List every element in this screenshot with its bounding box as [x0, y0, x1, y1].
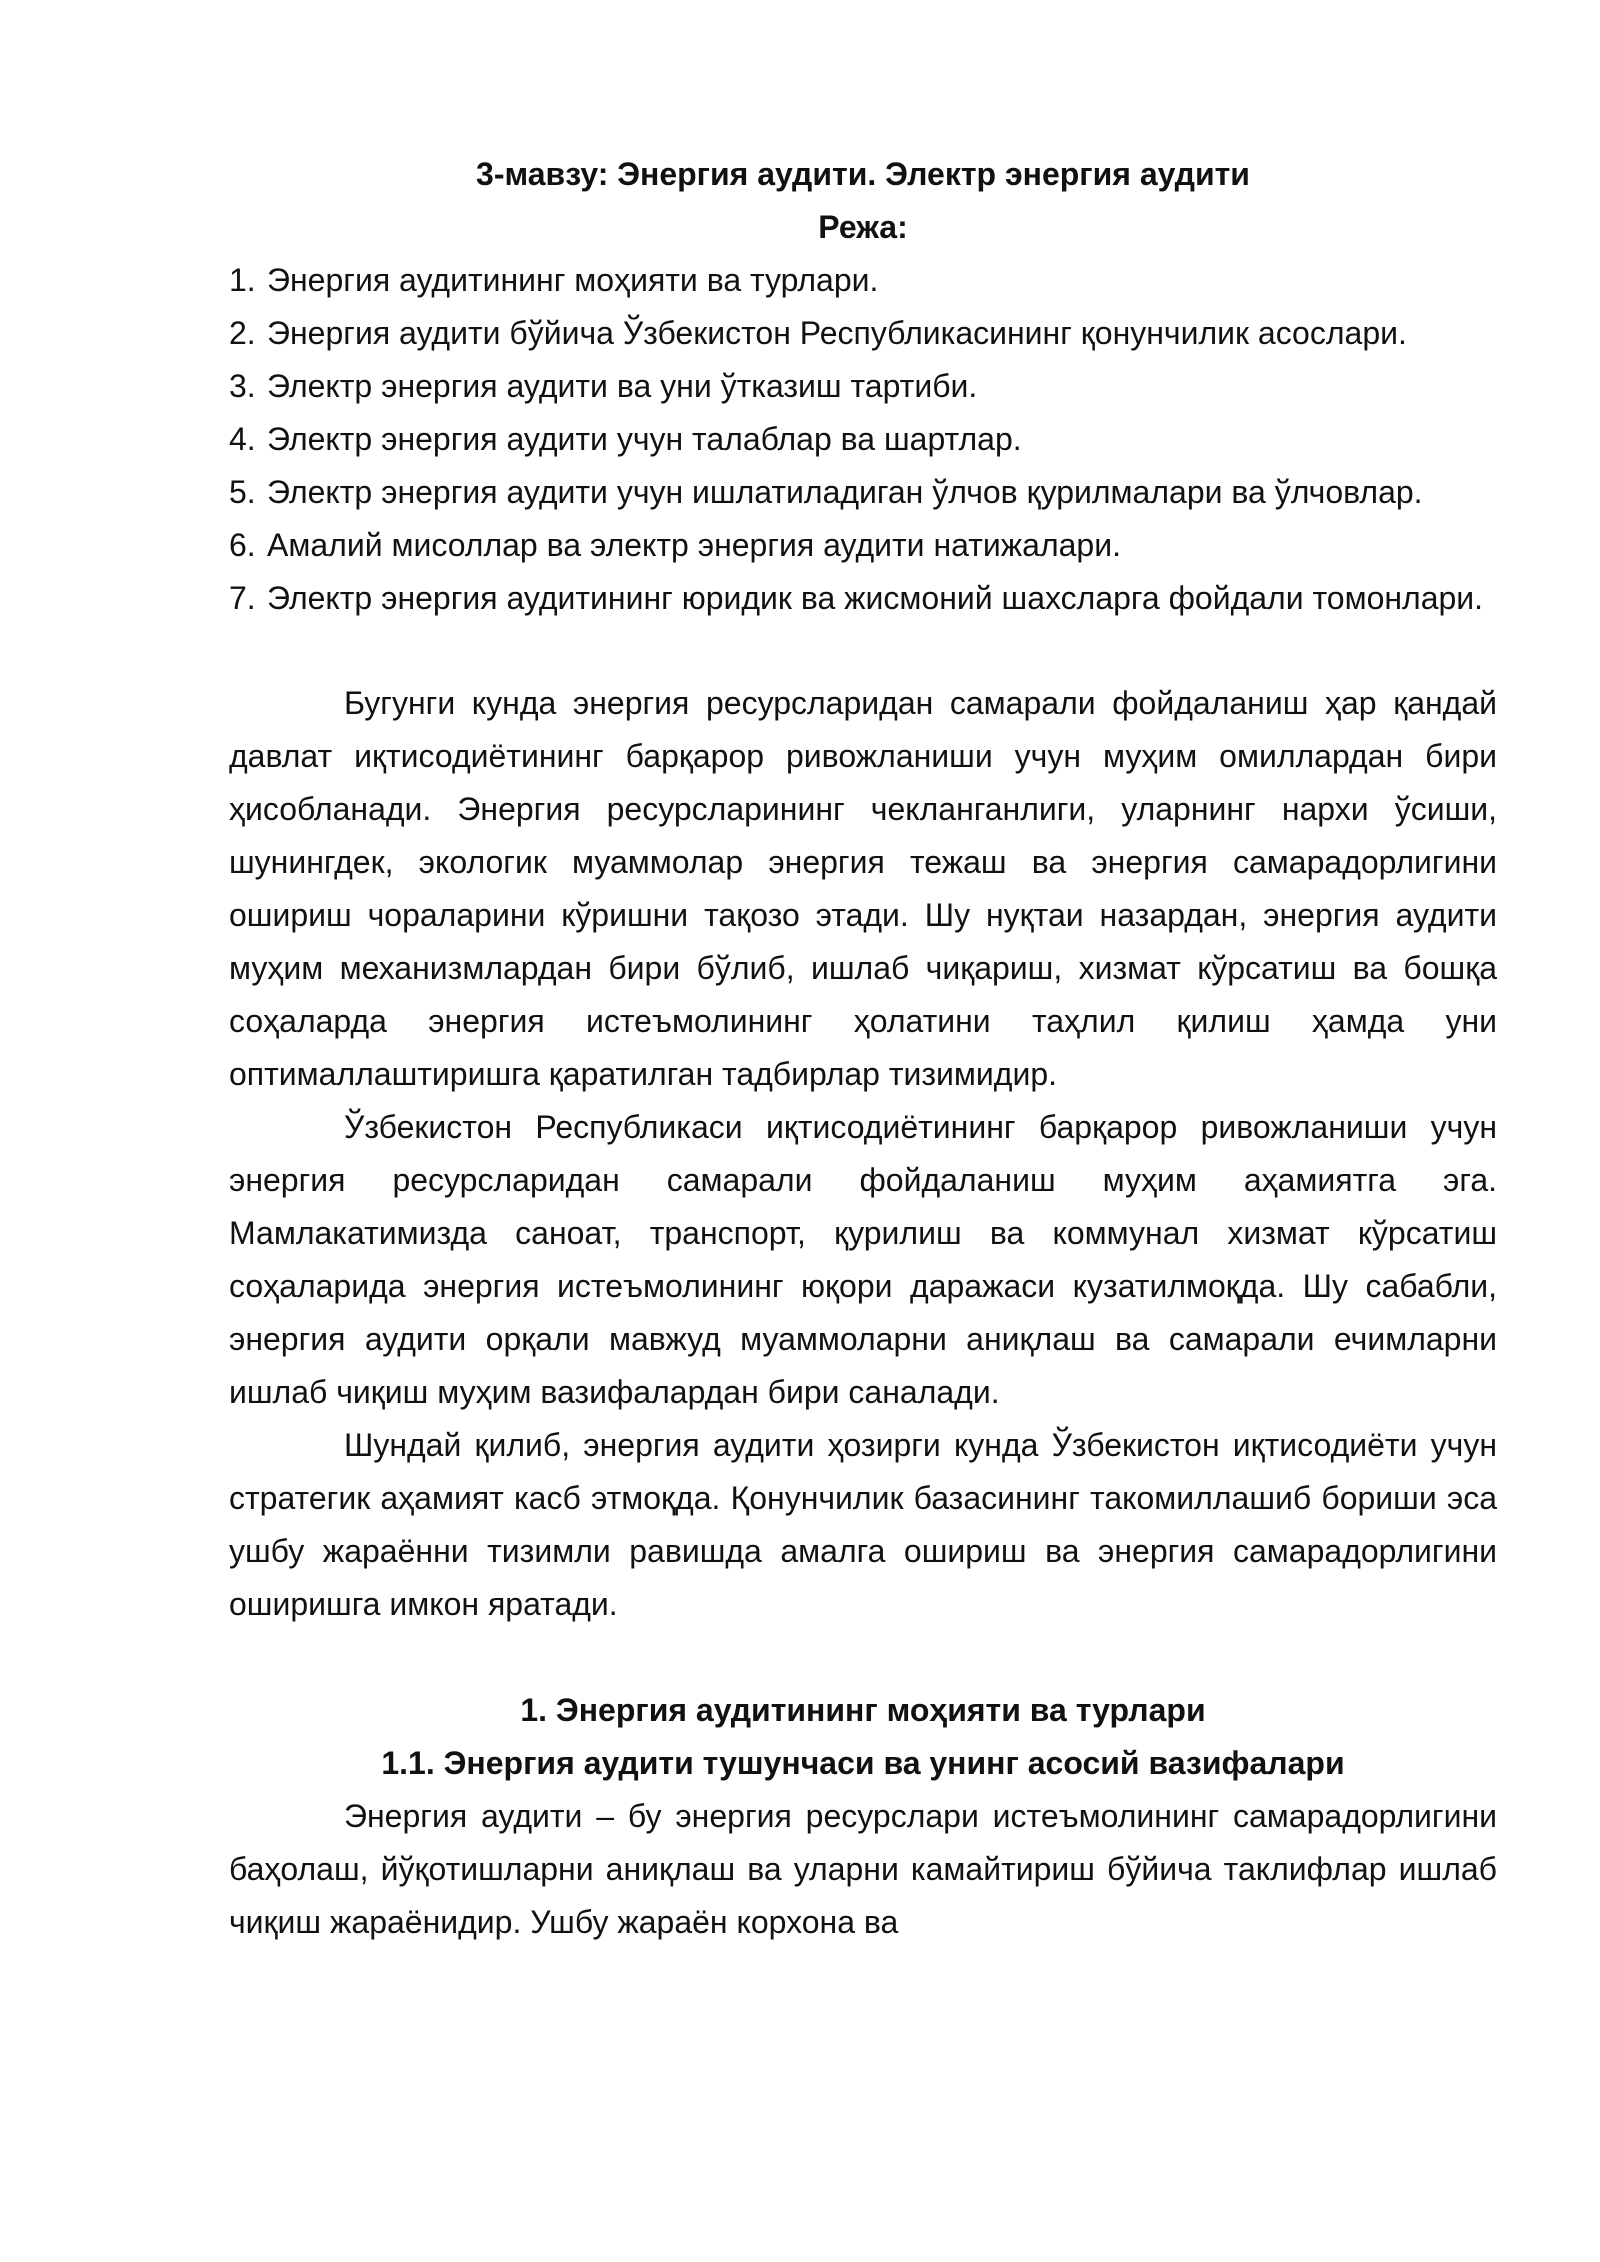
spacer: [229, 625, 1497, 677]
plan-heading: Режа:: [818, 209, 908, 245]
plan-item-number: 6.: [229, 527, 256, 563]
document-title: 3-мавзу: Энергия аудити. Электр энергия аудити: [476, 156, 1250, 192]
plan-item-text: Электр энергия аудити ва уни ўтказиш тартиби.: [267, 368, 978, 404]
plan-item: [229, 519, 1497, 572]
plan-item-number: 3.: [229, 368, 256, 404]
plan-item-number: 2.: [229, 315, 256, 351]
body-paragraph: Шундай қилиб, энергия аудити ҳозирги кунда Ўзбекистон иқтисодиёти учун стратегик аҳамият касб этмоқда. Қонунчилик базасининг такомиллашиб бориши эса ушбу жараённи тизимли равишда амалга ошириш ва энергия самарадорлигини оширишга имкон яратади.: [229, 1427, 1497, 1622]
plan-item-number: 1.: [229, 262, 256, 298]
plan-item-number: 7.: [229, 580, 256, 616]
plan-item-text: Амалий мисоллар ва электр энергия аудити натижалари.: [267, 527, 1121, 563]
plan-item-number: 4.: [229, 421, 256, 457]
plan-item-text: Энергия аудити бўйича Ўзбекистон Республикасининг қонунчилик асослари.: [267, 315, 1407, 351]
body-paragraph: Ўзбекистон Республикаси иқтисодиётининг барқарор ривожланиши учун энергия ресурсларидан самарали фойдаланиш муҳим аҳамиятга эга. Мамлакатимизда саноат, транспорт, қурилиш ва коммунал хизмат кўрсатиш соҳаларида энергия истеъмолининг юқори даражаси кузатилмоқда. Шу сабабли, энергия аудити орқали мавжуд муаммоларни аниқлаш ва самарали ечимларни ишлаб чиқиш муҳим вазифалардан бири саналади.: [229, 1109, 1497, 1410]
spacer: [229, 1631, 1497, 1684]
section-heading: 1. Энергия аудитининг моҳияти ва турлари: [520, 1692, 1206, 1728]
body-paragraph: Энергия аудити – бу энергия ресурслари истеъмолининг самарадорлигини баҳолаш, йўқотишларни аниқлаш ва уларни камайтириш бўйича таклифлар ишлаб чиқиш жараёнидир. Ушбу жараён корхона ва: [229, 1798, 1497, 1940]
body-paragraph: Бугунги кунда энергия ресурсларидан самарали фойдаланиш ҳар қандай давлат иқтисодиётининг барқарор ривожланиши учун муҳим омиллардан бири ҳисобланади. Энергия ресурсларининг чекланганлиги, уларнинг нархи ўсиши, шунингдек, экологик муаммолар энергия тежаш ва энергия самарадорлигини ошириш чораларини кўришни тақозо этади. Шу нуқтаи назардан, энергия аудити муҳим механизмлардан бири бўлиб, ишлаб чиқариш, хизмат кўрсатиш ва бошқа соҳаларда энергия истеъмолининг ҳолатини таҳлил қилиш ҳамда уни оптималлаштиришга қаратилган тадбирлар тизимидир.: [229, 685, 1497, 1092]
plan-item: [229, 572, 1497, 625]
plan-item-text: Электр энергия аудити учун талаблар ва шартлар.: [267, 421, 1022, 457]
plan-item-text: Электр энергия аудити учун ишлатиладиган ўлчов қурилмалари ва ўлчовлар.: [267, 474, 1423, 510]
plan-item-number: 5.: [229, 474, 256, 510]
subsection-heading: 1.1. Энергия аудити тушунчаси ва унинг асосий вазифалари: [381, 1745, 1345, 1781]
plan-item-text: Электр энергия аудитининг юридик ва жисмоний шахсларга фойдали томонлари.: [267, 580, 1484, 616]
plan-item: [229, 254, 1497, 307]
plan-item-text: Энергия аудитининг моҳияти ва турлари.: [267, 262, 879, 298]
plan-item: [229, 360, 1497, 413]
document-page: [229, 148, 1497, 1949]
plan-list: [229, 254, 1497, 625]
plan-item: [229, 307, 1497, 360]
plan-item: [229, 413, 1497, 466]
plan-item: [229, 466, 1497, 519]
